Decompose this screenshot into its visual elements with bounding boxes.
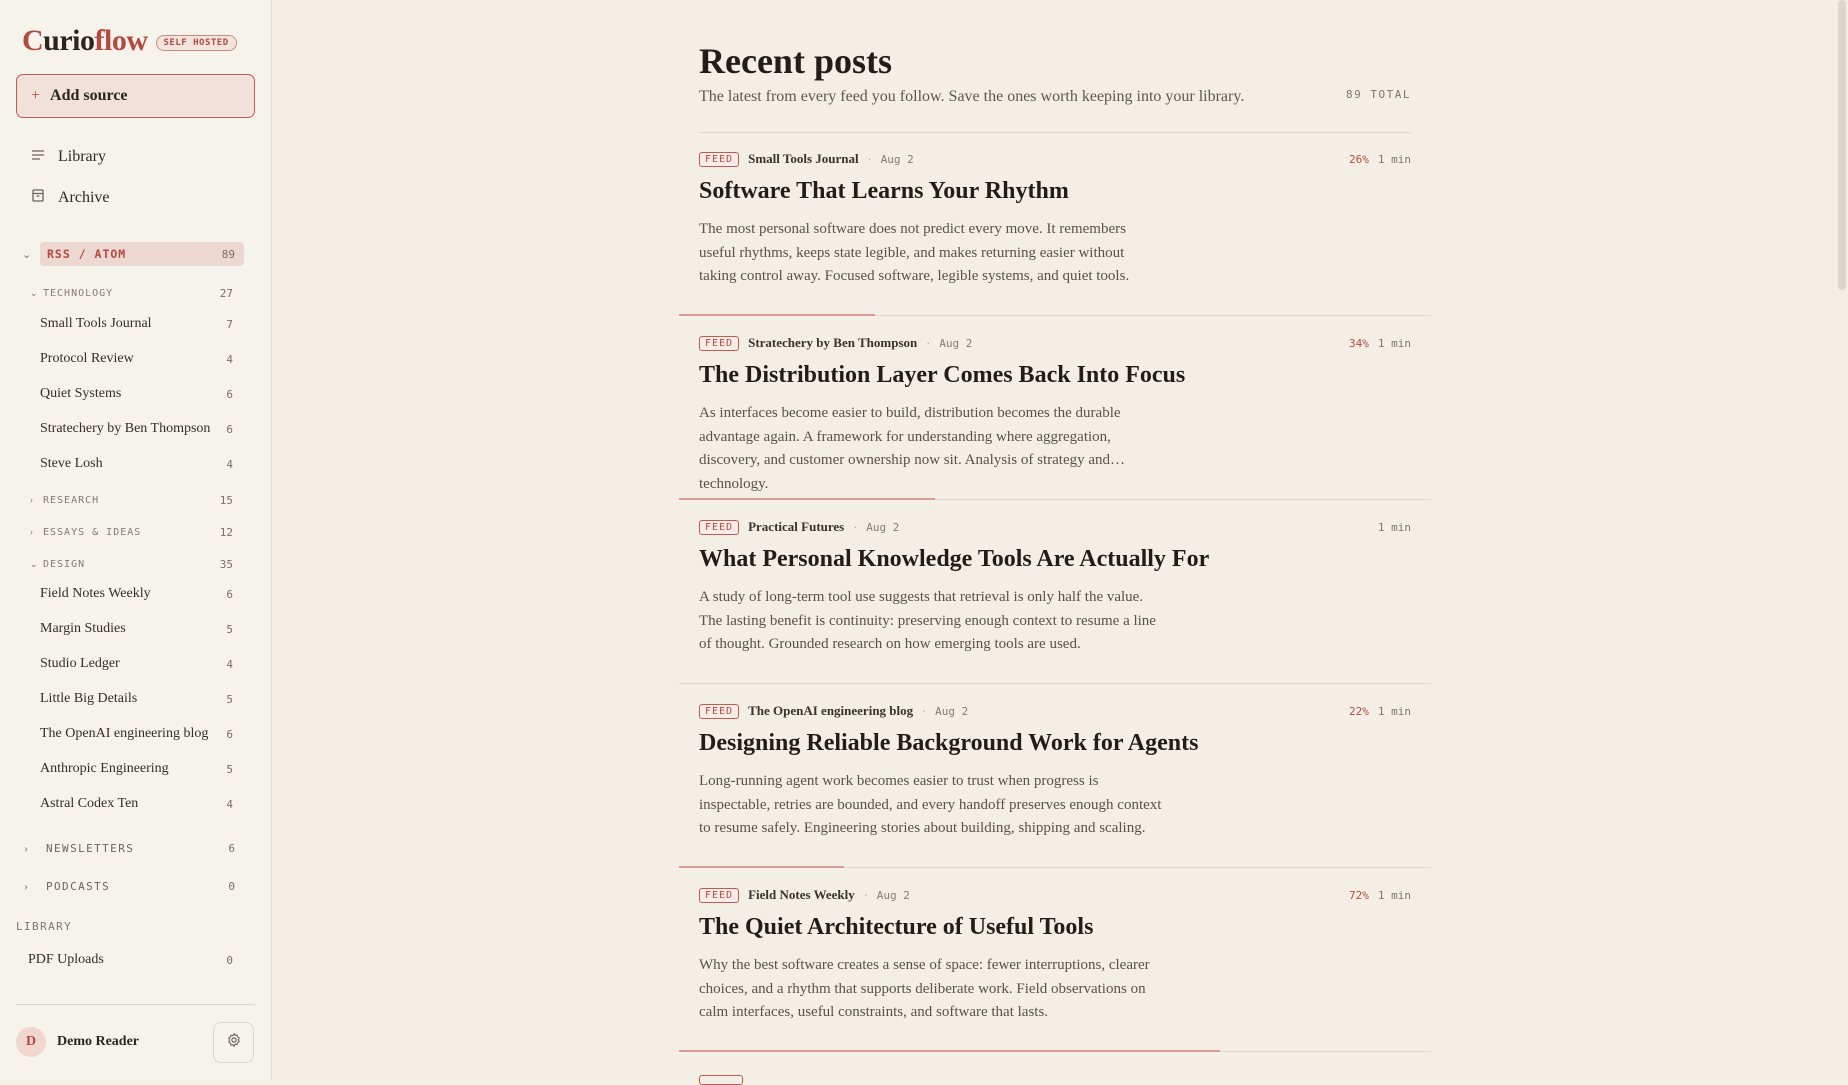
- feed-count: 4: [226, 797, 233, 811]
- section-count: 0: [228, 879, 235, 893]
- post-date: Aug 2: [876, 888, 910, 902]
- gear-icon: [226, 1032, 242, 1053]
- section-label: PODCASTS: [46, 879, 111, 893]
- avatar: D: [16, 1027, 46, 1057]
- feed-label: Little Big Details: [40, 691, 138, 706]
- meta-separator: ·: [863, 887, 868, 902]
- category-essays-ideas[interactable]: [30, 523, 233, 541]
- feed-label: Margin Studies: [40, 621, 126, 636]
- feed-label: Small Tools Journal: [40, 316, 152, 331]
- post-source[interactable]: Practical Futures: [748, 519, 845, 534]
- scrollbar-thumb[interactable]: [1838, 0, 1846, 290]
- feed-item[interactable]: [40, 653, 233, 675]
- feed-item[interactable]: [40, 688, 233, 710]
- post-meta: [699, 334, 972, 352]
- list-icon: [30, 149, 46, 166]
- meta-separator: ·: [867, 151, 872, 166]
- chevron-right-icon: ›: [24, 878, 28, 893]
- feed-item[interactable]: [40, 793, 233, 815]
- page-subtitle: The latest from every feed you follow. Save the ones worth keeping into your library.: [699, 88, 1245, 105]
- chevron-down-icon: ⌄: [22, 248, 32, 261]
- chevron-right-icon: ›: [30, 527, 33, 537]
- feed-count: 4: [226, 457, 233, 471]
- post-source[interactable]: The OpenAI engineering blog: [748, 703, 914, 718]
- category-design[interactable]: [30, 555, 233, 573]
- category-count: 12: [219, 525, 233, 539]
- post-excerpt: As interfaces become easier to build, distribution becomes the durable advantage again. A framework for understanding where aggregation, discovery, and customer ownership now sit. Analysis of strategy and technology.: [699, 405, 1121, 492]
- meta-separator: ·: [922, 703, 927, 718]
- post-stats: [1349, 886, 1411, 904]
- archive-icon: [30, 189, 46, 207]
- sidebar-divider: [16, 1004, 255, 1005]
- post-title[interactable]: Designing Reliable Background Work for Agents: [699, 730, 1199, 756]
- feed-label: Steve Losh: [40, 456, 103, 471]
- post-meta: [699, 702, 968, 720]
- feed-label: The OpenAI engineering blog: [40, 726, 209, 741]
- sidebar-item-pdf-uploads[interactable]: [28, 950, 233, 970]
- post-card[interactable]: [679, 132, 1431, 316]
- sidebar-item-archive[interactable]: [30, 189, 110, 207]
- post-stats: [1349, 702, 1411, 720]
- feed-count: 6: [226, 587, 233, 601]
- chevron-down-icon: ⌄: [30, 287, 38, 298]
- post-card[interactable]: [679, 684, 1431, 868]
- meta-separator: ·: [853, 519, 858, 534]
- category-label: RESEARCH: [43, 494, 100, 506]
- post-excerpt: Why the best software creates a sense of space: fewer interruptions, clearer choices, and a rhythm that supports deliberate work. Field observations on calm interfaces, useful constraints, and software that lasts.: [699, 957, 1150, 1020]
- feed-item[interactable]: [40, 723, 233, 745]
- post-meta: [699, 150, 914, 168]
- post-date: Aug 2: [939, 336, 973, 350]
- read-percent: 34%: [1349, 336, 1369, 350]
- feed-badge: FEED: [699, 336, 739, 351]
- post-date: Aug 2: [880, 152, 914, 166]
- pdf-uploads-label: PDF Uploads: [28, 952, 104, 967]
- feed-count: 6: [226, 727, 233, 741]
- post-excerpt: A study of long-term tool use suggests that retrieval is only half the value. The lasting benefit is continuity: preserving enough context to resume a line of thought. Grounded research on how emerging tools are used.: [699, 589, 1156, 652]
- post-title[interactable]: Software That Learns Your Rhythm: [699, 178, 1069, 204]
- settings-button[interactable]: [213, 1022, 254, 1063]
- add-source-button[interactable]: [16, 74, 255, 118]
- post-title[interactable]: What Personal Knowledge Tools Are Actually For: [699, 546, 1210, 572]
- post-meta: [699, 886, 910, 904]
- rss-atom-count: 89: [221, 247, 235, 261]
- chevron-down-icon: ⌄: [30, 558, 38, 569]
- feed-badge: FEED: [699, 152, 739, 167]
- read-time: 1 min: [1377, 888, 1411, 902]
- read-time: 1 min: [1377, 704, 1411, 718]
- post-card[interactable]: [679, 316, 1431, 500]
- feed-label: Stratechery by Ben Thompson: [40, 421, 211, 436]
- post-meta: [699, 518, 899, 536]
- read-time: 1 min: [1377, 520, 1411, 534]
- feed-label: Anthropic Engineering: [40, 761, 169, 776]
- section-count: 6: [228, 841, 235, 855]
- page-title: Recent posts: [699, 41, 892, 81]
- post-card[interactable]: [679, 868, 1431, 1052]
- user-name: Demo Reader: [57, 1034, 140, 1049]
- feed-badge: FEED: [699, 888, 739, 903]
- feed-count: 5: [226, 762, 233, 776]
- post-title[interactable]: The Distribution Layer Comes Back Into Focus: [699, 362, 1186, 388]
- chevron-right-icon: ›: [30, 495, 33, 505]
- feed-item[interactable]: [40, 758, 233, 780]
- category-count: 35: [219, 557, 233, 571]
- read-progress-bar: [679, 1050, 1220, 1052]
- category-count: 27: [219, 286, 233, 300]
- library-section-header: LIBRARY: [16, 920, 73, 933]
- post-source[interactable]: Small Tools Journal: [748, 151, 859, 166]
- read-time: 1 min: [1377, 336, 1411, 350]
- chevron-right-icon: ›: [24, 840, 28, 855]
- post-date: Aug 2: [866, 520, 900, 534]
- feed-item[interactable]: [40, 618, 233, 640]
- feed-label: Quiet Systems: [40, 386, 122, 401]
- read-time: 1 min: [1377, 152, 1411, 166]
- category-label: DESIGN: [43, 558, 86, 570]
- brand-logo: Curioflow: [22, 24, 148, 57]
- feed-count: 6: [226, 387, 233, 401]
- add-source-label: Add source: [50, 87, 128, 104]
- post-title[interactable]: The Quiet Architecture of Useful Tools: [699, 914, 1094, 940]
- feed-label: Protocol Review: [40, 351, 134, 366]
- feed-count: 4: [226, 352, 233, 366]
- feed-count: 5: [226, 622, 233, 636]
- feed-label: Studio Ledger: [40, 656, 120, 671]
- category-research[interactable]: [30, 491, 233, 509]
- plus-icon: +: [31, 87, 41, 104]
- sidebar-item-label: Library: [58, 148, 106, 165]
- self-hosted-badge: SELF HOSTED: [156, 35, 237, 51]
- brand[interactable]: [22, 22, 237, 60]
- post-card[interactable]: [679, 500, 1431, 684]
- post-source[interactable]: Stratechery by Ben Thompson: [748, 335, 918, 350]
- category-label: TECHNOLOGY: [43, 287, 114, 299]
- feed-item[interactable]: [40, 348, 233, 370]
- feed-item[interactable]: [40, 313, 233, 335]
- user-profile[interactable]: [16, 1022, 139, 1062]
- read-percent: 22%: [1349, 704, 1369, 718]
- pdf-uploads-count: 0: [226, 953, 233, 967]
- podcasts-section[interactable]: [24, 876, 235, 896]
- sidebar: [0, 0, 272, 1080]
- feed-item[interactable]: [40, 418, 233, 440]
- read-percent: 26%: [1349, 152, 1369, 166]
- post-excerpt: Long-running agent work becomes easier to trust when progress is inspectable, retries are bounded, and every handoff preserves enough context to resume safely. Engineering stories about building, shipping and scaling.: [699, 773, 1162, 836]
- next-post-badge-partial: [699, 1075, 743, 1085]
- rss-atom-label: RSS / ATOM: [47, 247, 127, 261]
- newsletters-section[interactable]: [24, 838, 235, 858]
- feed-badge: FEED: [699, 704, 739, 719]
- feed-count: 5: [226, 692, 233, 706]
- total-count: 89 TOTAL: [1346, 88, 1411, 101]
- section-label: NEWSLETTERS: [46, 841, 135, 855]
- category-count: 15: [219, 493, 233, 507]
- feed-count: 4: [226, 657, 233, 671]
- post-stats: [1349, 334, 1411, 352]
- feed-count: 6: [226, 422, 233, 436]
- feed-label: Field Notes Weekly: [40, 586, 151, 601]
- feed-item[interactable]: [40, 453, 233, 475]
- post-source[interactable]: Field Notes Weekly: [748, 887, 855, 902]
- category-label: ESSAYS & IDEAS: [43, 526, 142, 538]
- post-stats: [1349, 150, 1411, 168]
- sidebar-item-label: Archive: [58, 189, 110, 206]
- feed-count: 7: [226, 317, 233, 331]
- main-content: [272, 0, 1848, 1080]
- rss-atom-section[interactable]: [22, 242, 244, 266]
- feed-label: Astral Codex Ten: [40, 796, 139, 811]
- feed-item[interactable]: [40, 383, 233, 405]
- meta-separator: ·: [926, 335, 931, 350]
- feed-item[interactable]: [40, 583, 233, 605]
- sidebar-item-library[interactable]: [30, 148, 106, 166]
- feed-badge: FEED: [699, 520, 739, 535]
- post-stats: [1369, 518, 1411, 536]
- category-technology[interactable]: [30, 284, 233, 302]
- post-excerpt: The most personal software does not predict every move. It remembers useful rhythms, keeps state legible, and makes returning easier without taking control away. Focused software, legible systems, and quiet tools.: [699, 221, 1130, 284]
- rss-atom-pill[interactable]: [40, 242, 244, 266]
- read-percent: 72%: [1349, 888, 1369, 902]
- post-date: Aug 2: [935, 704, 969, 718]
